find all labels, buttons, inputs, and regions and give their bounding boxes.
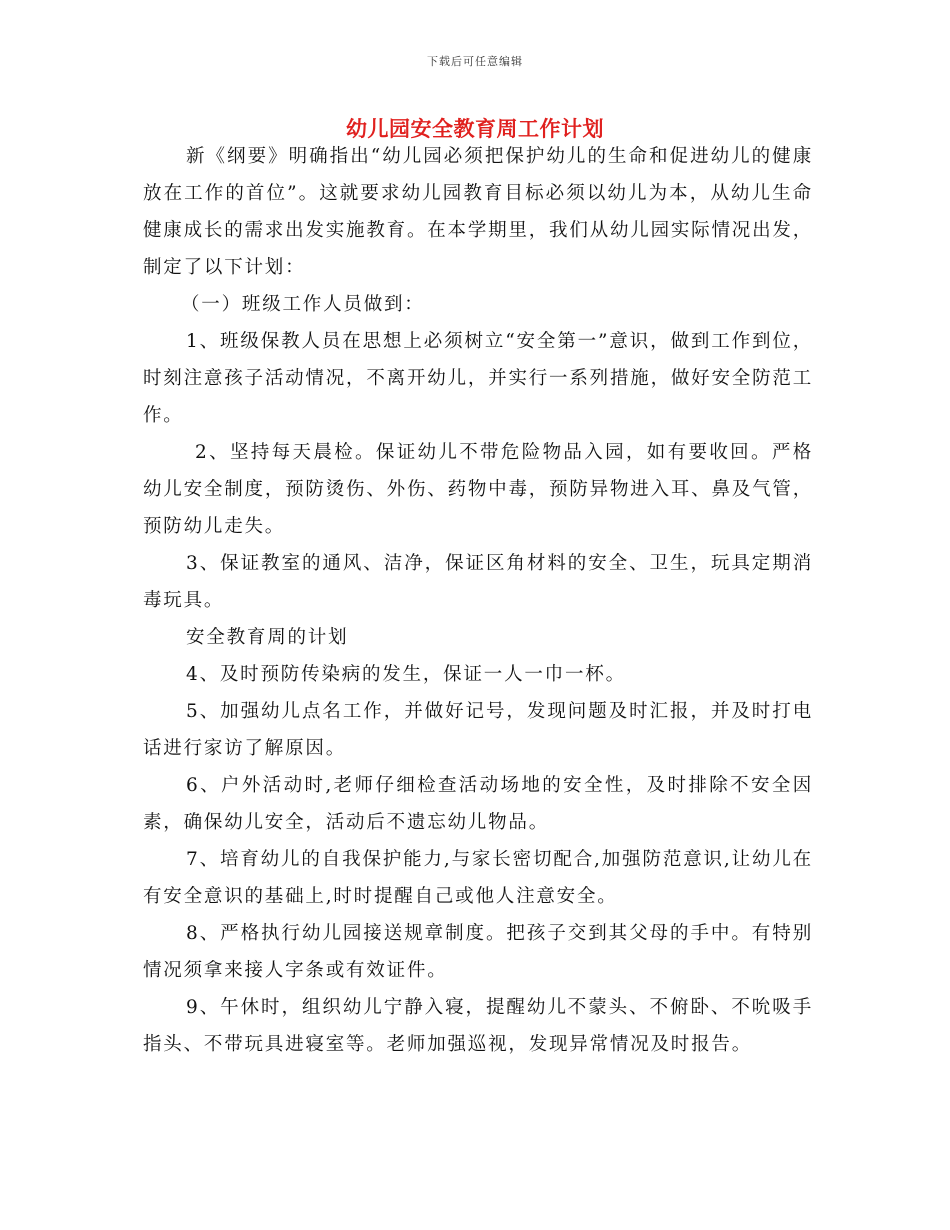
list-item: 1、班级保教人员在思想上必须树立“安全第一”意识，做到工作到位，时刻注意孩子活动情况，不离开幼儿，并实行一系列措施，做好安全防范工作。: [143, 331, 813, 426]
list-item: 7、培育幼儿的自我保护能力,与家长密切配合,加强防范意识,让幼儿在有安全意识的基础上,时时提醒自己或他人注意安全。: [143, 849, 813, 907]
intro-paragraph: 新《纲要》明确指出“幼儿园必须把保护幼儿的生命和促进幼儿的健康放在工作的首位”。这就要求幼儿园教育目标必须以幼儿为本，从幼儿生命健康成长的需求出发实施教育。在本学期里，我们从幼儿园实际情况出发，制定了以下计划：: [143, 146, 813, 278]
document-body: [143, 138, 813, 1063]
list-item: 3、保证教室的通风、洁净，保证区角材料的安全、卫生，玩具定期消毒玩具。: [143, 553, 813, 611]
list-item: 8、严格执行幼儿园接送规章制度。把孩子交到其父母的手中。有特别情况须拿来接人字条或有效证件。: [143, 923, 813, 981]
list-item: 4、及时预防传染病的发生，保证一人一巾一杯。: [186, 664, 626, 685]
section-subtitle: 安全教育周的计划: [186, 627, 349, 648]
list-item: 2、坚持每天晨检。保证幼儿不带危险物品入园，如有要收回。严格幼儿安全制度，预防烫伤、外伤、药物中毒，预防异物进入耳、鼻及气管，预防幼儿走失。: [143, 442, 813, 537]
section-heading: （一）班级工作人员做到：: [181, 294, 425, 315]
document-title: 幼儿园安全教育周工作计划: [346, 116, 604, 141]
header-note: 下载后可任意编辑: [427, 55, 523, 68]
list-item: 9、午休时，组织幼儿宁静入寝，提醒幼儿不蒙头、不俯卧、不吮吸手指头、不带玩具进寝室等。老师加强巡视，发现异常情况及时报告。: [143, 997, 813, 1055]
list-item: 5、加强幼儿点名工作，并做好记号，发现问题及时汇报，并及时打电话进行家访了解原因。: [143, 701, 813, 759]
list-item: 6、户外活动时,老师仔细检查活动场地的安全性，及时排除不安全因素，确保幼儿安全，活动后不遗忘幼儿物品。: [143, 775, 813, 833]
